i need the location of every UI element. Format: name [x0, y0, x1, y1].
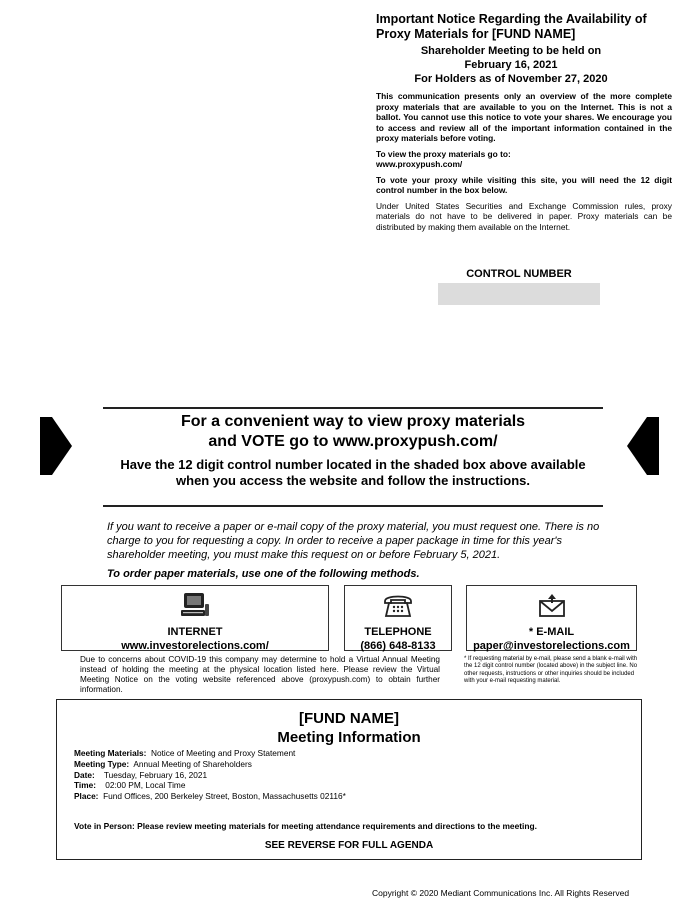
meeting-info-heading: Meeting Information — [277, 729, 421, 746]
meeting-details — [74, 748, 614, 802]
fund-name: [FUND NAME] — [299, 710, 399, 727]
control-number-box — [438, 283, 600, 305]
date-value: Tuesday, February 16, 2021 — [103, 769, 208, 780]
holders-line: For Holders as of November 27, 2020 — [414, 73, 608, 85]
control-number-label: CONTROL NUMBER — [466, 268, 572, 280]
meeting-date: February 16, 2021 — [464, 59, 558, 71]
materials-row — [74, 748, 614, 759]
date-label: Date: — [74, 769, 95, 780]
notice-body — [376, 91, 672, 237]
notice-title: Important Notice Regarding the Availability of Proxy Materials for [FUND NAME] — [376, 12, 647, 41]
place-value: Fund Offices, 200 Berkeley Street, Boston, Massachusetts 02116* — [103, 791, 346, 802]
email-address[interactable]: paper@investorelections.com — [473, 640, 630, 652]
convenient-line-2: and VOTE go to www.proxypush.com/ — [208, 433, 498, 450]
place-row — [74, 791, 614, 802]
convenient-line-3: Have the 12 digit control number located in the shaded box above available — [120, 457, 586, 472]
meeting-line: Shareholder Meeting to be held on — [420, 45, 602, 57]
materials-value: Notice of Meeting and Proxy Statement — [151, 748, 296, 758]
arrow-right-icon — [40, 417, 72, 475]
vote-instruction: To vote your proxy while visiting this site, you will need the 12 digit control number in the box below. — [376, 174, 672, 195]
convenient-line-1: For a convenient way to view proxy materials — [180, 413, 526, 430]
telephone-label: TELEPHONE — [364, 626, 432, 638]
telephone-number[interactable]: (866) 648-8133 — [360, 640, 436, 652]
arrow-left-icon — [627, 417, 659, 475]
internet-method — [61, 585, 329, 651]
place-label: Place: — [74, 791, 99, 802]
email-request-note: * If requesting material by e-mail, please send a blank e-mail with the 12 digit control number (located above) in the subject line. No other requests, instructions or other inquiries should be included with your e-mail requesting material. — [464, 656, 638, 684]
date-row — [74, 770, 614, 781]
overview-text: This communication presents only an overview of the more complete proxy materials that are available to you on the Internet. This is not a ballot. You cannot use this notice to vote your shares. We encourage you to access and review all of the important information contained in the proxy materials before voting. — [376, 91, 672, 143]
convenient-line-4: when you access the website and follow the instructions. — [176, 473, 530, 488]
materials-label: Meeting Materials: — [74, 748, 147, 758]
covid-note: Due to concerns about COVID-19 this company may determine to hold a Virtual Annual Meeting instead of holding the meeting at the physical location listed here. Please review the Virtual Meeting Notice on the voting website referenced above (proxypush.com) to obtain further information. — [80, 655, 440, 694]
internet-link[interactable]: www.investorelections.com/ — [121, 640, 269, 652]
bottom-rule — [103, 505, 603, 507]
sec-rules: Under United States Securities and Exchange Commission rules, proxy materials do not have to be delivered in paper. Proxy materials can be distributed by making them available on the Internet. — [376, 200, 672, 232]
email-method — [466, 585, 637, 651]
telephone-method — [344, 585, 452, 651]
paper-request-text: If you want to receive a paper or e-mail copy of the proxy material, you must request one. There is no charge to you for requesting a copy. In order to receive a paper package in time for this year's shareholder meeting, you must make this request on or before February 5, 2021. — [107, 521, 600, 561]
time-value: 02:00 PM, Local Time — [105, 780, 186, 791]
vote-in-person: Vote in Person: Please review meeting materials for meeting attendance requirements and directions to the meeting. — [74, 821, 537, 831]
time-label: Time: — [74, 780, 96, 791]
internet-label: INTERNET — [167, 626, 223, 638]
order-methods-line: To order paper materials, use one of the following methods. — [107, 568, 420, 580]
type-row — [74, 759, 614, 770]
computer-icon — [180, 592, 210, 618]
time-row — [74, 780, 614, 791]
view-materials — [376, 149, 672, 170]
type-value: Annual Meeting of Shareholders — [133, 758, 252, 769]
envelope-icon — [537, 592, 567, 618]
telephone-icon — [383, 592, 413, 618]
notice-subtitle — [376, 44, 646, 86]
email-label: * E-MAIL — [528, 626, 575, 638]
copyright: Copyright © 2020 Mediant Communications Inc. All Rights Reserved — [372, 888, 630, 898]
top-rule — [103, 407, 603, 409]
view-label: To view the proxy materials go to: — [376, 148, 511, 159]
type-label: Meeting Type: — [74, 758, 130, 769]
view-url-link[interactable]: www.proxypush.com/ — [376, 159, 463, 169]
see-reverse: SEE REVERSE FOR FULL AGENDA — [264, 840, 434, 851]
